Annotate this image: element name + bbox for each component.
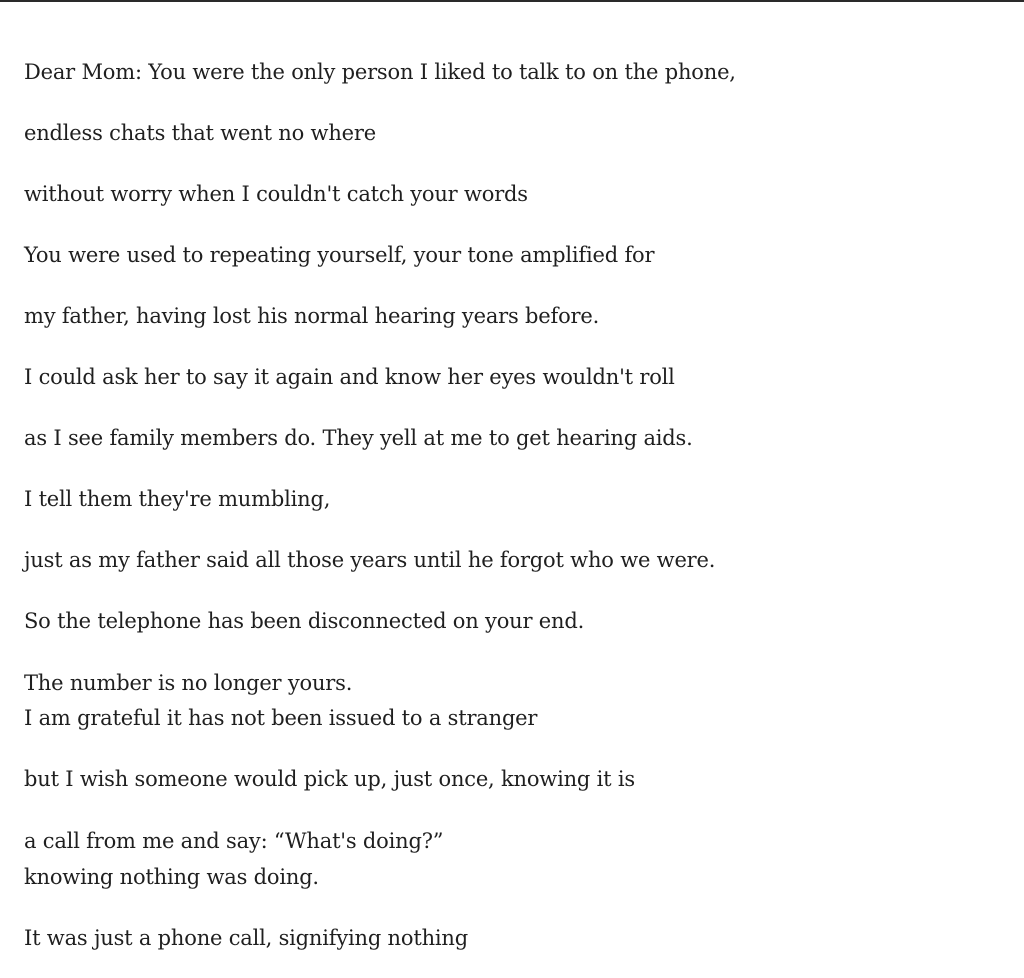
- poem-line: knowing nothing was doing.: [24, 865, 319, 889]
- poem-line: as I see family members do. They yell at me to get hearing aids.: [24, 426, 693, 450]
- top-divider: [0, 0, 1024, 2]
- poem-line: It was just a phone call, signifying nothing: [24, 926, 468, 950]
- poem-line: The number is no longer yours.: [24, 671, 353, 695]
- poem-line: I could ask her to say it again and know her eyes wouldn't roll: [24, 365, 675, 389]
- poem-line: a call from me and say: “What's doing?”: [24, 829, 444, 853]
- poem-line: without worry when I couldn't catch your words: [24, 182, 528, 206]
- poem-line: I tell them they're mumbling,: [24, 487, 331, 511]
- poem-line: You were used to repeating yourself, your tone amplified for: [24, 243, 655, 267]
- poem-line: endless chats that went no where: [24, 121, 376, 145]
- poem-line: just as my father said all those years until he forgot who we were.: [24, 548, 716, 572]
- poem-line: but I wish someone would pick up, just once, knowing it is: [24, 767, 635, 791]
- poem-line: Dear Mom: You were the only person I liked to talk to on the phone,: [24, 60, 736, 84]
- poem-line: So the telephone has been disconnected on your end.: [24, 609, 585, 633]
- poem-line: my father, having lost his normal hearing years before.: [24, 304, 600, 328]
- poem-line: I am grateful it has not been issued to a stranger: [24, 706, 538, 730]
